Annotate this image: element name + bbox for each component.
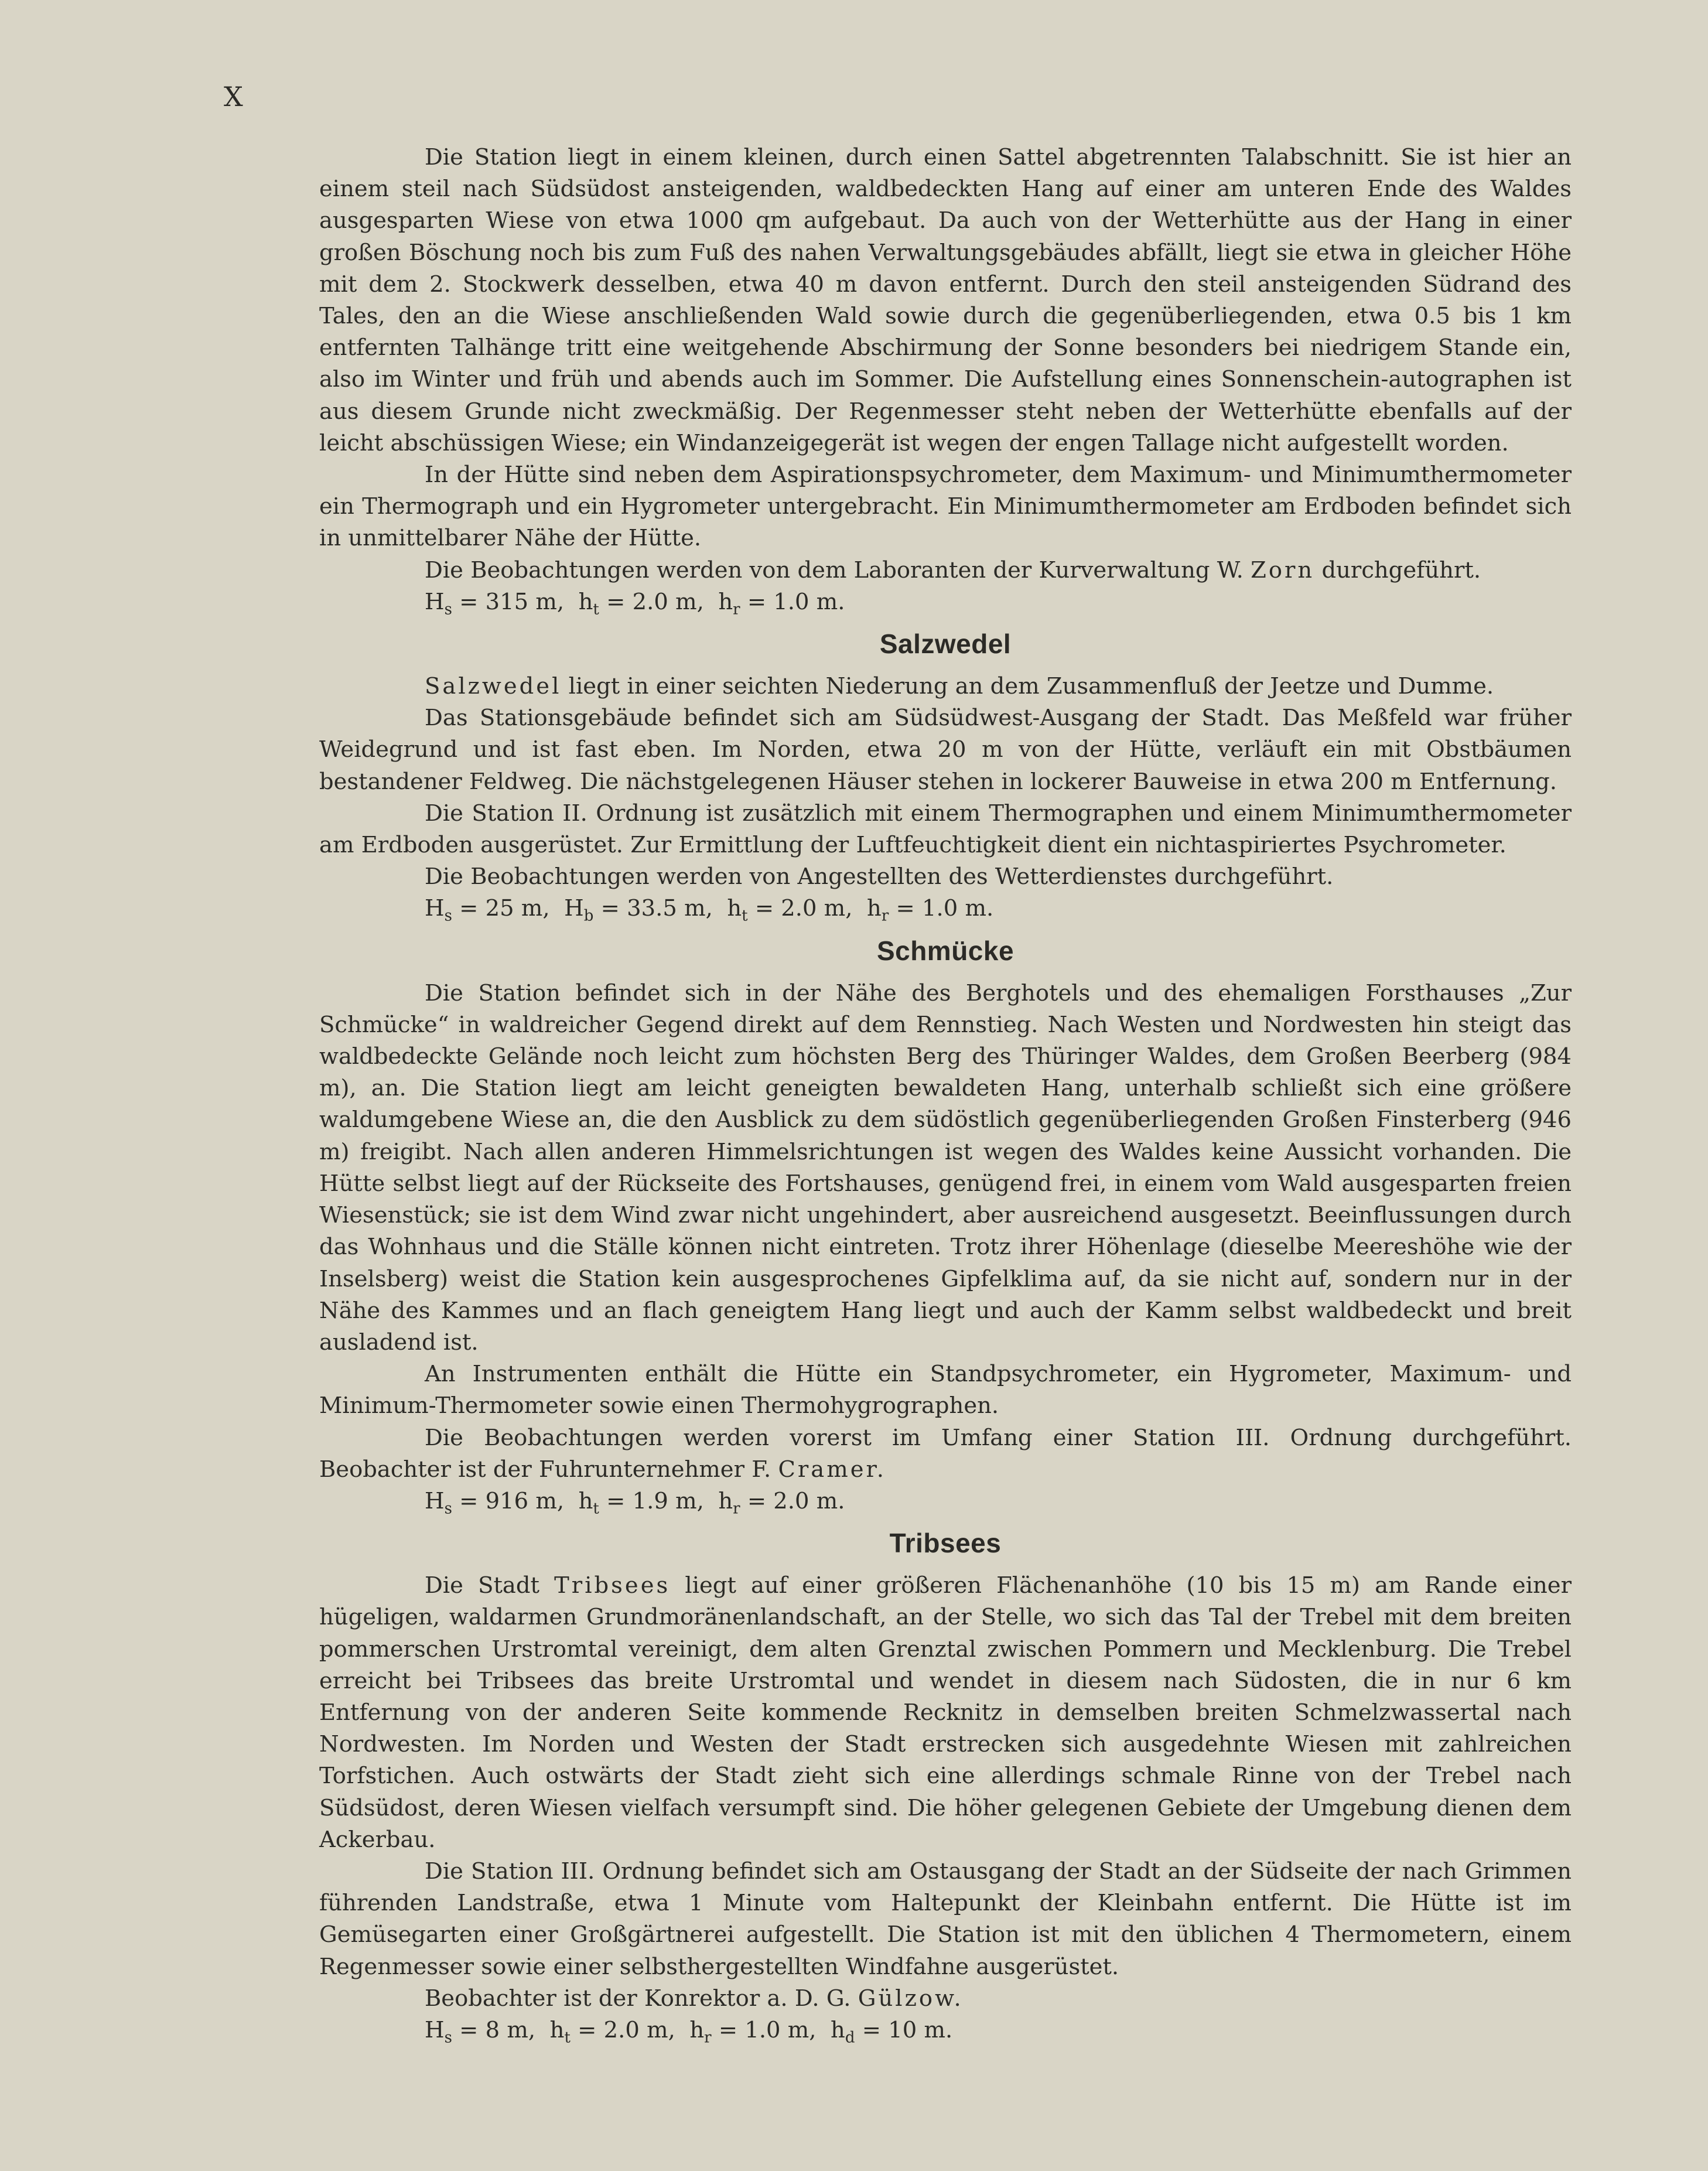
intro-paragraph-1: Die Station liegt in einem kleinen, durch einen Sattel abgetrennten Talabschnitt. Sie ist hier an einem steil nach Südsüdost ansteigenden, waldbedeckten Hang auf einer am unteren Ende des Waldes ausgesparten Wiese von etwa 1000 qm aufgebaut. Da auch von der Wetterhütte aus der Hang in einer großen Böschung noch bis zum Fuß des nahen Verwaltungsgebäudes abfällt, liegt sie etwa in gleicher Höhe mit dem 2. Stockwerk desselben, etwa 40 m davon entfernt. Durch den steil ansteigenden Südrand des Tales, den an die Wiese anschließenden Wald sowie durch die gegenüberliegenden, etwa 0.5 bis 1 km entfernten Talhänge tritt eine weitgehende Abschirmung der Sonne besonders bei niedrigem Stande ein, also im Winter und früh und abends auch im Sommer. Die Aufstellung eines Sonnenschein-autographen ist aus diesem Grunde nicht zweckmäßig. Der Regenmesser steht neben der Wetterhütte ebenfalls auf der leicht abschüssigen Wiese; ein Windanzeigegerät ist wegen der engen Tallage nicht aufgestellt worden.: [319, 144, 1572, 456]
formula-value: = 916 m,: [459, 1487, 565, 1514]
formula-symbol: h: [578, 1487, 593, 1514]
formula-value: = 1.0 m.: [747, 588, 845, 615]
intro-observer-text: Die Beobachtungen werden von dem Laboranten der Kurverwaltung W.: [425, 557, 1244, 583]
formula-symbol: h: [718, 588, 733, 615]
formula-value: = 1.0 m.: [896, 895, 994, 922]
formula-subscript: s: [444, 2029, 452, 2047]
formula-subscript: b: [583, 907, 594, 926]
tribsees-paragraph-1-text: liegt auf einer größeren Flächenanhöhe (10 bis 15 m) am Rande einer hügeligen, waldarmen Grundmoränenlandschaft, an der Stelle, wo sich das Tal der Trebel mit dem breiten pommerschen Urstromtal vereinigt, dem alten Grenztal zwischen Pommern und Mecklenburg. Die Trebel erreicht bei Tribsees das breite Urstromtal und wendet in diesem nach Südosten, die in nur 6 km Entfernung von der anderen Seite kommende Recknitz in demselben breiten Schmelzwassertal nach Nordwesten. Im Norden und Westen der Stadt erstrecken sich ausgedehnte Wiesen mit zahlreichen Torfstichen. Auch ostwärts der Stadt zieht sich eine allerdings schmale Rinne von der Trebel nach Südsüdost, deren Wiesen vielfach versumpft sind. Die höher gelegenen Gebiete der Umgebung dienen dem Ackerbau.: [319, 1572, 1572, 1853]
section-heading-schmuecke: Schmücke: [876, 935, 1014, 966]
salzwedel-paragraph-4: Die Beobachtungen werden von Angestellten des Wetterdienstes durchgeführt.: [425, 863, 1334, 890]
salzwedel-paragraph-2: Das Stationsgebäude befindet sich am Südsüdwest-Ausgang der Stadt. Das Meßfeld war früher Weidegrund und ist fast eben. Im Norden, etwa 20 m von der Hütte, verläuft ein mit Obstbäumen bestandener Feldweg. Die nächstgelegenen Häuser stehen in lockerer Bauweise in etwa 200 m Entfernung.: [319, 705, 1572, 795]
formula-subscript: r: [881, 907, 889, 926]
formula-subscript: r: [733, 600, 740, 619]
schmuecke-paragraph-2: An Instrumenten enthält die Hütte ein Standpsychrometer, ein Hygrometer, Maximum- und Minimum-Thermometer sowie einen Thermohygrographen.: [319, 1361, 1572, 1419]
intro-paragraph-2: In der Hütte sind neben dem Aspirationspsychrometer, dem Maximum- und Minimumthermometer ein Thermograph und ein Hygrometer untergebracht. Ein Minimumthermometer am Erdboden befindet sich in unmittelbarer Nähe der Hütte.: [319, 462, 1572, 552]
schmuecke-observer-text: Die Beobachtungen werden vorerst im Umfang einer Station III. Ordnung durchgeführt. Beobachter ist der Fuhrunternehmer F.: [319, 1424, 1572, 1483]
formula-subscript: r: [704, 2029, 712, 2047]
formula-symbol: h: [689, 2016, 705, 2043]
formula-value: = 1.0 m,: [718, 2016, 817, 2043]
formula-subscript: t: [742, 907, 748, 926]
schmuecke-paragraph-1: Die Station befindet sich in der Nähe des Berghotels und des ehemaligen Forsthauses „Zur Schmücke“ in waldreicher Gegend direkt auf dem Rennstieg. Nach Westen und Nordwesten hin steigt das waldbedeckte Gelände noch leicht zum höchsten Berg des Thüringer Waldes, dem Großen Beerberg (984 m), an. Die Station liegt am leicht geneigten bewaldeten Hang, unterhalb schließt sich eine größere waldumgebene Wiese an, die den Ausblick zu dem südöstlich gegenüberliegenden Großen Finsterberg (946 m) freigibt. Nach allen anderen Himmelsrichtungen ist wegen des Waldes keine Aussicht vorhanden. Die Hütte selbst liegt auf der Rückseite des Fortshauses, genügend frei, in einem vom Wald ausgesparten freien Wiesenstück; sie ist dem Wind zwar nicht ungehindert, aber ausreichend ausgesetzt. Beeinflussungen durch das Wohnhaus und die Ställe können nicht eintreten. Trotz ihrer Höhenlage (dieselbe Meereshöhe wie der Inselsberg) weist die Station kein ausgesprochenes Gipfelklima auf, da sie nicht auf, sondern nur in der Nähe des Kammes und an flach geneigtem Hang liegt und auch der Kamm selbst waldbedeckt und breit ausladend ist.: [319, 979, 1572, 1356]
section-heading-tribsees: Tribsees: [889, 1528, 1002, 1559]
formula-subscript: s: [444, 1500, 452, 1518]
formula-subscript: t: [564, 2029, 571, 2047]
formula-symbol: H: [425, 1487, 445, 1514]
formula-value: = 1.9 m,: [606, 1487, 704, 1514]
formula-symbol: H: [564, 895, 584, 922]
intro-paragraph-3: [319, 555, 1572, 586]
formula-symbol: h: [727, 895, 742, 922]
formula-subscript: t: [593, 600, 599, 619]
formula-value: = 25 m,: [459, 895, 550, 922]
salzwedel-heights-formula: [319, 893, 1572, 924]
page-body: [319, 142, 1572, 2046]
formula-symbol: h: [867, 895, 882, 922]
formula-value: = 2.0 m,: [578, 2016, 675, 2043]
formula-value: = 10 m.: [862, 2016, 953, 2043]
salzwedel-paragraph-1: [319, 671, 1572, 702]
tribsees-observer-text: Beobachter ist der Konrektor a. D. G.: [425, 1985, 851, 2012]
tribsees-section: [319, 1525, 1572, 2046]
salzwedel-paragraph-3: Die Station II. Ordnung ist zusätzlich mit einem Thermographen und einem Minimumthermometer am Erdboden ausgerüstet. Zur Ermittlung der Luftfeuchtigkeit dient ein nichtaspiriertes Psychrometer.: [319, 800, 1572, 859]
formula-subscript: d: [845, 2029, 855, 2047]
formula-value: = 8 m,: [459, 2016, 536, 2043]
formula-symbol: H: [425, 2016, 445, 2043]
formula-value: = 2.0 m,: [754, 895, 853, 922]
salzwedel-paragraph-1-text: liegt in einer seichten Niederung an dem Zusammenfluß der Jeetze und Dumme.: [568, 673, 1494, 700]
formula-value: = 315 m,: [459, 588, 565, 615]
tribsees-paragraph-1-prefix: Die Stadt: [425, 1572, 539, 1599]
schmuecke-heights-formula: [319, 1486, 1572, 1517]
section-heading-salzwedel: Salzwedel: [879, 629, 1012, 660]
tribsees-observer-name: Gülzow.: [858, 1985, 964, 2012]
page-number: X: [224, 81, 244, 112]
formula-symbol: h: [549, 2016, 565, 2043]
tribsees-heights-formula: [319, 2015, 1572, 2046]
formula-subscript: t: [593, 1500, 599, 1518]
tribsees-paragraph-3: [319, 1983, 1572, 2015]
salzwedel-name: Salzwedel: [425, 673, 562, 700]
formula-symbol: h: [578, 588, 593, 615]
schmuecke-section: [319, 933, 1572, 1517]
formula-value: = 2.0 m,: [606, 588, 704, 615]
intro-observer-name: Zorn: [1251, 557, 1315, 583]
formula-subscript: s: [444, 600, 452, 619]
formula-subscript: r: [733, 1500, 740, 1518]
formula-value: = 33.5 m,: [600, 895, 713, 922]
intro-heights-formula: [319, 586, 1572, 618]
tribsees-name: Tribsees: [554, 1572, 671, 1599]
formula-value: = 2.0 m.: [747, 1487, 845, 1514]
formula-symbol: H: [425, 895, 445, 922]
formula-symbol: h: [718, 1487, 733, 1514]
formula-symbol: H: [425, 588, 445, 615]
tribsees-paragraph-1: [319, 1570, 1572, 1856]
formula-subscript: s: [444, 907, 452, 926]
intro-section: [319, 142, 1572, 618]
schmuecke-paragraph-3: [319, 1422, 1572, 1486]
salzwedel-section: [319, 626, 1572, 925]
schmuecke-observer-name: Cramer.: [778, 1456, 886, 1483]
tribsees-paragraph-2: Die Station III. Ordnung befindet sich am Ostausgang der Stadt an der Südseite der nach Grimmen führenden Landstraße, etwa 1 Minute vom Haltepunkt der Kleinbahn entfernt. Die Hütte ist im Gemüsegarten einer Großgärtnerei aufgestellt. Die Station ist mit den üblichen 4 Thermometern, einem Regenmesser sowie einer selbsthergestellten Windfahne ausgerüstet.: [319, 1858, 1572, 1980]
intro-observer-suffix: durchgeführt.: [1321, 557, 1481, 583]
formula-symbol: h: [831, 2016, 845, 2043]
